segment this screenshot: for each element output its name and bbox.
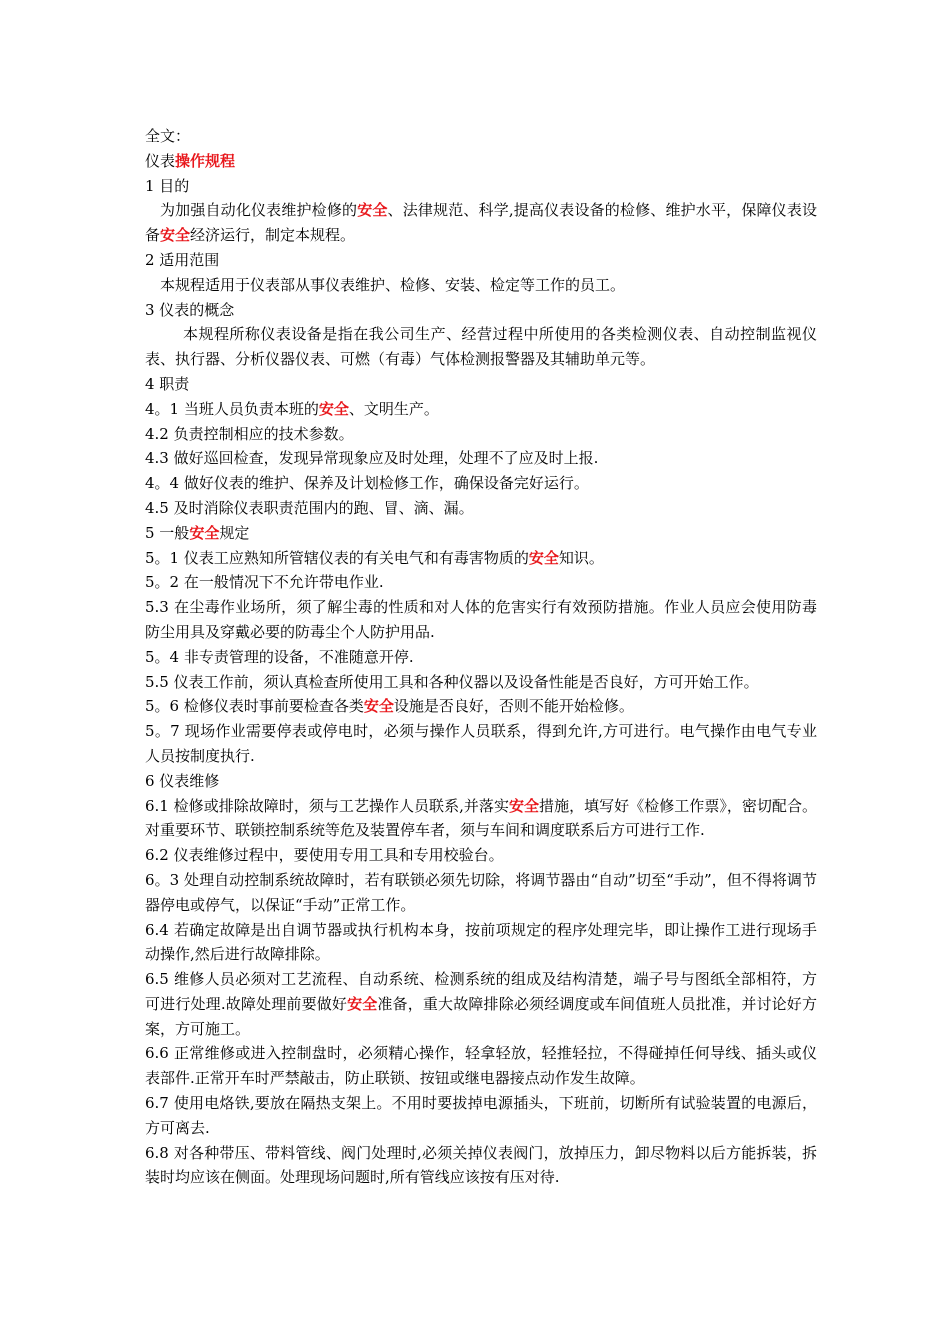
- text-segment: 6.6 正常维修或进入控制盘时，必须精心操作，轻拿轻放，轻推轻拉，不得碰掉任何导线、插头或仪表部件.正常开车时严禁敲击，防止联锁、按钮或继电器接点动作发生故障。: [145, 1044, 817, 1088]
- text-line: [145, 397, 817, 422]
- text-line: [145, 595, 817, 645]
- text-line: [145, 967, 817, 1041]
- text-line: [145, 694, 817, 719]
- text-line: [145, 1041, 817, 1091]
- text-segment: 5。7 现场作业需要停表或停电时，必须与操作人员联系，得到允许,方可进行。电气操作由电气专业人员按制度执行.: [145, 722, 817, 765]
- text-segment: 4。1 当班人员负责本班的: [145, 399, 319, 418]
- text-line: [145, 174, 817, 199]
- text-segment: 6.4 若确定故障是出自调节器或执行机构本身，按前项规定的程序处理完毕，即让操作工进行现场手动操作,然后进行故障排除。: [145, 920, 817, 964]
- text-line: [145, 471, 817, 496]
- highlighted-keyword: 安全: [363, 697, 394, 716]
- text-segment: 5 一般: [145, 523, 190, 542]
- text-segment: 6.5 维修人员必须对工艺流程、自动系统、检测系统的组成及结构清楚，端子号与图纸全部相符，方可进行处理.故障处理前要做好: [145, 970, 817, 1013]
- text-segment: 6.1 检修或排除故障时，须与工艺操作人员联系,并落实: [145, 796, 509, 815]
- text-line: [145, 918, 817, 968]
- text-segment: 5。4 非专责管理的设备，不准随意开停.: [145, 647, 414, 666]
- text-line: [145, 372, 817, 397]
- text-line: [145, 769, 817, 794]
- text-line: [145, 645, 817, 670]
- text-line: [145, 1091, 817, 1141]
- text-segment: 6。3 处理自动控制系统故障时，若有联锁必须先切除，将调节器由“自动”切至“手动”，但不得将调节器停电或停气，以保证“手动”正常工作。: [145, 870, 817, 914]
- text-segment: 仪表: [145, 151, 176, 170]
- text-segment: 4。4 做好仪表的维护、保养及计划检修工作，确保设备完好运行。: [145, 474, 589, 493]
- text-line: [145, 149, 817, 174]
- text-segment: 5。6 检修仪表时事前要检查各类: [145, 697, 364, 716]
- text-segment: 设施是否良好，否则不能开始检修。: [393, 697, 634, 716]
- text-line: [145, 446, 817, 471]
- text-segment: 6.2 仪表维修过程中，要使用专用工具和专用校验台。: [145, 846, 504, 865]
- text-segment: 6.8 对各种带压、带料管线、阀门处理时,必须关掉仪表阀门，放掉压力，卸尽物料以后方能拆装，拆装时均应该在侧面。处理现场问题时,所有管线应该按有压对待.: [145, 1143, 817, 1187]
- text-segment: 5.5 仪表工作前，须认真检查所使用工具和各种仪器以及设备性能是否良好，方可开始工作。: [145, 672, 759, 691]
- text-line: [145, 298, 817, 323]
- text-line: [145, 546, 817, 571]
- text-segment: 5。1 仪表工应熟知所管辖仪表的有关电气和有毒害物质的: [145, 548, 529, 567]
- text-line: [145, 794, 817, 844]
- text-segment: 准备，重大故障排除必须经调度或车间值班人员批准，并讨论好方案，方可施工。: [145, 994, 817, 1038]
- text-segment: 6 仪表维修: [145, 771, 220, 790]
- text-segment: 4.5 及时消除仪表职责范围内的跑、冒、滴、漏。: [145, 498, 474, 517]
- highlighted-keyword: 安全: [508, 796, 540, 815]
- text-segment: 、文明生产。: [348, 399, 439, 418]
- text-line: [145, 868, 817, 918]
- text-line: [145, 670, 817, 695]
- text-segment: 6.7 使用电烙铁,要放在隔热支架上。不用时要拔掉电源插头，下班前，切断所有试验装置的电源后，方可离去.: [145, 1094, 817, 1137]
- text-line: [145, 248, 817, 273]
- text-segment: 5。2 在一般情况下不允许带电作业.: [145, 573, 384, 592]
- text-segment: 4 职责: [145, 374, 190, 393]
- highlighted-keyword: 操作规程: [175, 151, 236, 170]
- text-segment: 经济运行，制定本规程。: [190, 226, 356, 245]
- text-segment: 全文：: [145, 127, 191, 145]
- highlighted-keyword: 安全: [347, 994, 378, 1013]
- text-line: [145, 570, 817, 595]
- text-segment: 规定: [219, 523, 250, 542]
- text-line: [145, 496, 817, 521]
- highlighted-keyword: 安全: [528, 548, 559, 567]
- text-segment: 本规程适用于仪表部从事仪表维护、检修、安装、检定等工作的员工。: [160, 275, 626, 294]
- highlighted-keyword: 安全: [357, 201, 388, 220]
- text-segment: 4.2 负责控制相应的技术参数。: [145, 424, 354, 443]
- text-line: [145, 198, 817, 248]
- text-segment: 本规程所称仪表设备是指在我公司生产、经营过程中所使用的各类检测仪表、自动控制监视仪表、执行器、分析仪器仪表、可燃（有毒）气体检测报警器及其辅助单元等。: [145, 325, 817, 369]
- text-line: [145, 322, 817, 372]
- text-segment: 为加强自动化仪表维护检修的: [160, 201, 358, 220]
- text-line: [145, 521, 817, 546]
- highlighted-keyword: 安全: [189, 523, 220, 542]
- document-body: [145, 124, 817, 1190]
- text-line: [145, 719, 817, 769]
- highlighted-keyword: 安全: [160, 226, 191, 245]
- text-segment: 2 适用范围: [145, 250, 220, 269]
- text-segment: 4.3 做好巡回检查，发现异常现象应及时处理，处理不了应及时上报.: [145, 449, 599, 468]
- text-segment: 5.3 在尘毒作业场所，须了解尘毒的性质和对人体的危害实行有效预防措施。作业人员应会使用防毒防尘用具及穿戴必要的防毒尘个人防护用品.: [145, 598, 817, 641]
- text-line: [145, 273, 817, 298]
- text-segment: 1 目的: [145, 176, 190, 195]
- text-segment: 、法律规范、科学,提高仪表设备的检修、维护水平，保障仪表设备: [145, 201, 817, 245]
- text-line: [145, 1141, 817, 1191]
- text-segment: 知识。: [558, 548, 604, 567]
- text-line: [145, 422, 817, 447]
- text-segment: 3 仪表的概念: [145, 300, 235, 319]
- text-segment: 措施，填写好《检修工作票》，密切配合。对重要环节、联锁控制系统等危及装置停车者，须与车间和调度联系后方可进行工作.: [145, 796, 817, 840]
- highlighted-keyword: 安全: [318, 399, 349, 418]
- text-line: [145, 843, 817, 868]
- text-line: [145, 124, 817, 149]
